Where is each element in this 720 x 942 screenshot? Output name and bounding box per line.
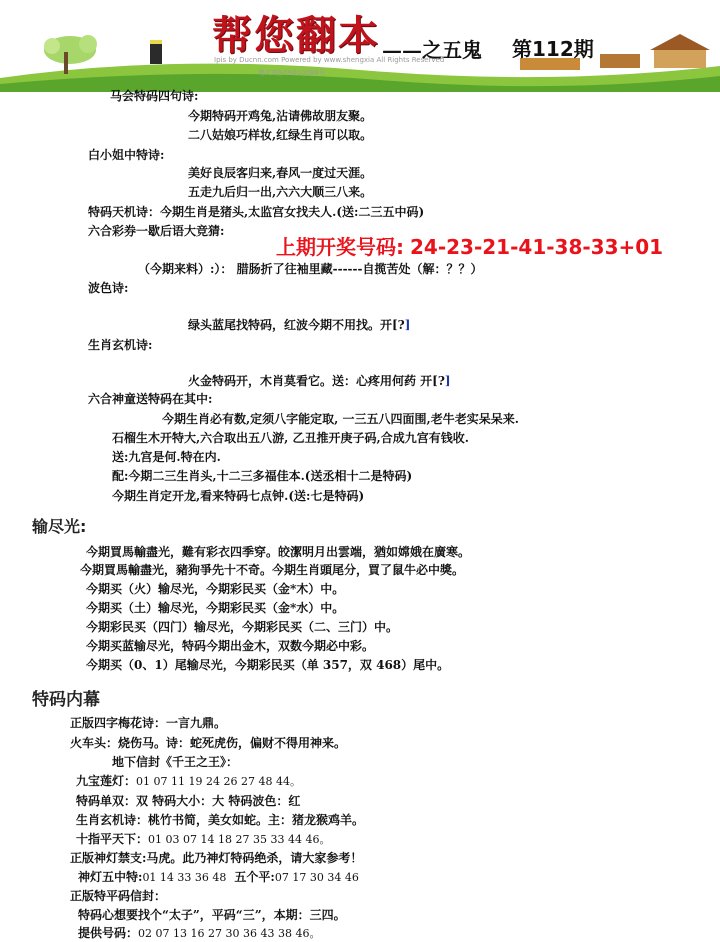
issue-number: 第112期: [512, 37, 594, 61]
neimu-line-3: 地下信封《千王之王》：: [112, 755, 239, 769]
tigong-label: 提供号码：: [78, 926, 139, 940]
shuguang-line-6: 今期买蓝输尽光，特码今期出金木，双数今期必中彩。: [86, 639, 375, 653]
neimu-line-4: [76, 774, 301, 789]
xuanji-line-1-bracket: ]: [444, 374, 451, 388]
page-header: [0, 0, 720, 92]
shentong-line-5: 今期生肖定开龙,看来特码七点钟.(送:七是特码): [112, 489, 365, 503]
shuguang-line-4: 今期买（土）输尽光，今期彩民买（金*水）中。: [86, 601, 345, 615]
bai-line-2: 五走九后归一出,六六大顺三八来。: [188, 185, 373, 199]
bose-line-1: [188, 318, 410, 332]
jinqi-line: （今期来料）:）： 腊肠折了往袖里藏------自揽苦处（解：？？）: [138, 262, 483, 276]
xuanji-line-1-text: 火金特码开，木肖莫看它。送：心疼用何药 开[?: [188, 374, 445, 388]
tianji-line: 特码天机诗：今期生肖是猪头,太监宫女找夫人.(送:二三五中码): [88, 205, 425, 219]
shentong-line-3: 送:九宫是何.特在内.: [112, 450, 221, 464]
shuguang-line-1: 今期買馬輸盡光，難有彩衣四季穿。皎潔明月出雲端，猶如嫦娥在廣寒。: [86, 545, 471, 559]
bai-title: 白小姐中特诗:: [88, 148, 165, 162]
bose-title: 波色诗:: [88, 281, 129, 295]
mahui-title: 马会特码四句诗:: [110, 89, 199, 103]
last-result-numbers: 24-23-21-41-38-33+01: [410, 235, 664, 259]
neimu-line-10: 正版特平码信封：: [70, 889, 167, 903]
neimu-line-5: 特码单双：双 特码大小：大 特码波色：红: [76, 794, 301, 808]
shentong-line-2: 石榴生木开特大,六合取出五八游, 乙丑推开庚子码,合成九宫有钱收.: [112, 431, 469, 445]
shendeng-label: 神灯五中特:: [78, 870, 143, 884]
neimu-line-7: [76, 832, 330, 847]
shendeng-numbers: 01 14 33 36 48: [142, 871, 227, 884]
jiubao-numbers: 01 07 11 19 24 26 27 48 44。: [136, 775, 301, 788]
last-result-label: 上期开奖号码:: [276, 235, 404, 259]
shuguang-title: 输尽光:: [32, 517, 87, 536]
mahui-line-2: 二八姑娘巧样妆,红绿生肖可以取。: [188, 128, 373, 142]
jiubao-label: 九宝莲灯：: [76, 774, 137, 788]
shentong-line-4: 配:今期二三生肖头,十二三多福佳本.(送丞相十二是特码): [112, 469, 413, 483]
liuhe-title: 六合彩券一歇后语大竞猜:: [88, 224, 225, 238]
mahui-line-1: 今期特码开鸡兔,沾请佛故朋友聚。: [188, 109, 373, 123]
header-watermark-icp: 粤ICP备09000088号: [258, 69, 326, 77]
neimu-line-12: [78, 926, 320, 941]
bai-line-1: 美好良辰客归来,春风一度过天涯。: [188, 166, 373, 180]
neimu-line-9: [78, 870, 359, 885]
neimu-title: 特码内幕: [32, 690, 100, 710]
shentong-title: 六合神童送特码在其中:: [88, 392, 213, 406]
header-title: 帮您翻本: [212, 12, 380, 59]
neimu-line-2: 火车头：烧伤马。诗：蛇死虎伤，偏财不得用神来。: [70, 736, 347, 750]
shizhi-numbers: 01 03 07 14 18 27 35 33 44 46。: [148, 833, 331, 846]
neimu-line-11: 特码心想要找个“太子”，平码“三”，本期：三四。: [78, 908, 346, 922]
shuguang-line-2: 今期買馬輸盡光，豬狗爭先十不奇。今期生肖頭尾分，買了鼠牛必中獎。: [80, 563, 465, 577]
wugeping-numbers: 07 17 30 34 46: [274, 871, 359, 884]
bose-line-1-bracket: ]: [404, 318, 411, 332]
neimu-line-8: 正版神灯禁支:马虎。此乃神灯特码绝杀，请大家参考！: [70, 851, 363, 865]
neimu-line-1: 正版四字梅花诗：一言九鼎。: [70, 716, 227, 730]
last-result: [276, 231, 663, 260]
shizhi-label: 十指平天下：: [76, 832, 149, 846]
shuguang-line-7: 今期买（0、1）尾输尽光，今期彩民买（单 357，双 468）尾中。: [86, 658, 450, 672]
shuguang-line-5: 今期彩民买（四门）输尽光，今期彩民买（二、三门）中。: [86, 620, 399, 634]
header-watermark: Ipis by Ducnn.com Powered by www.shengxia All Rights Reserved: [214, 56, 445, 64]
bose-line-1-text: 绿头蓝尾找特码，红波今期不用找。开[?: [188, 318, 405, 332]
header-subtitle: ——之五鬼: [382, 38, 482, 62]
xuanji-title: 生肖玄机诗:: [88, 338, 153, 352]
shentong-line-1: 今期生肖必有数,定须八字能定取, 一三五八四面围,老牛老实呆呆来.: [162, 412, 519, 426]
shuguang-line-3: 今期买（火）输尽光，今期彩民买（金*木）中。: [86, 582, 345, 596]
tigong-numbers: 02 07 13 16 27 30 36 43 38 46。: [138, 927, 321, 940]
neimu-line-6: 生肖玄机诗：桃竹书简，美女如蛇。主：猪龙猴鸡羊。: [76, 813, 365, 827]
wugeping-label: 五个平:: [234, 870, 275, 884]
xuanji-line-1: [188, 374, 451, 388]
